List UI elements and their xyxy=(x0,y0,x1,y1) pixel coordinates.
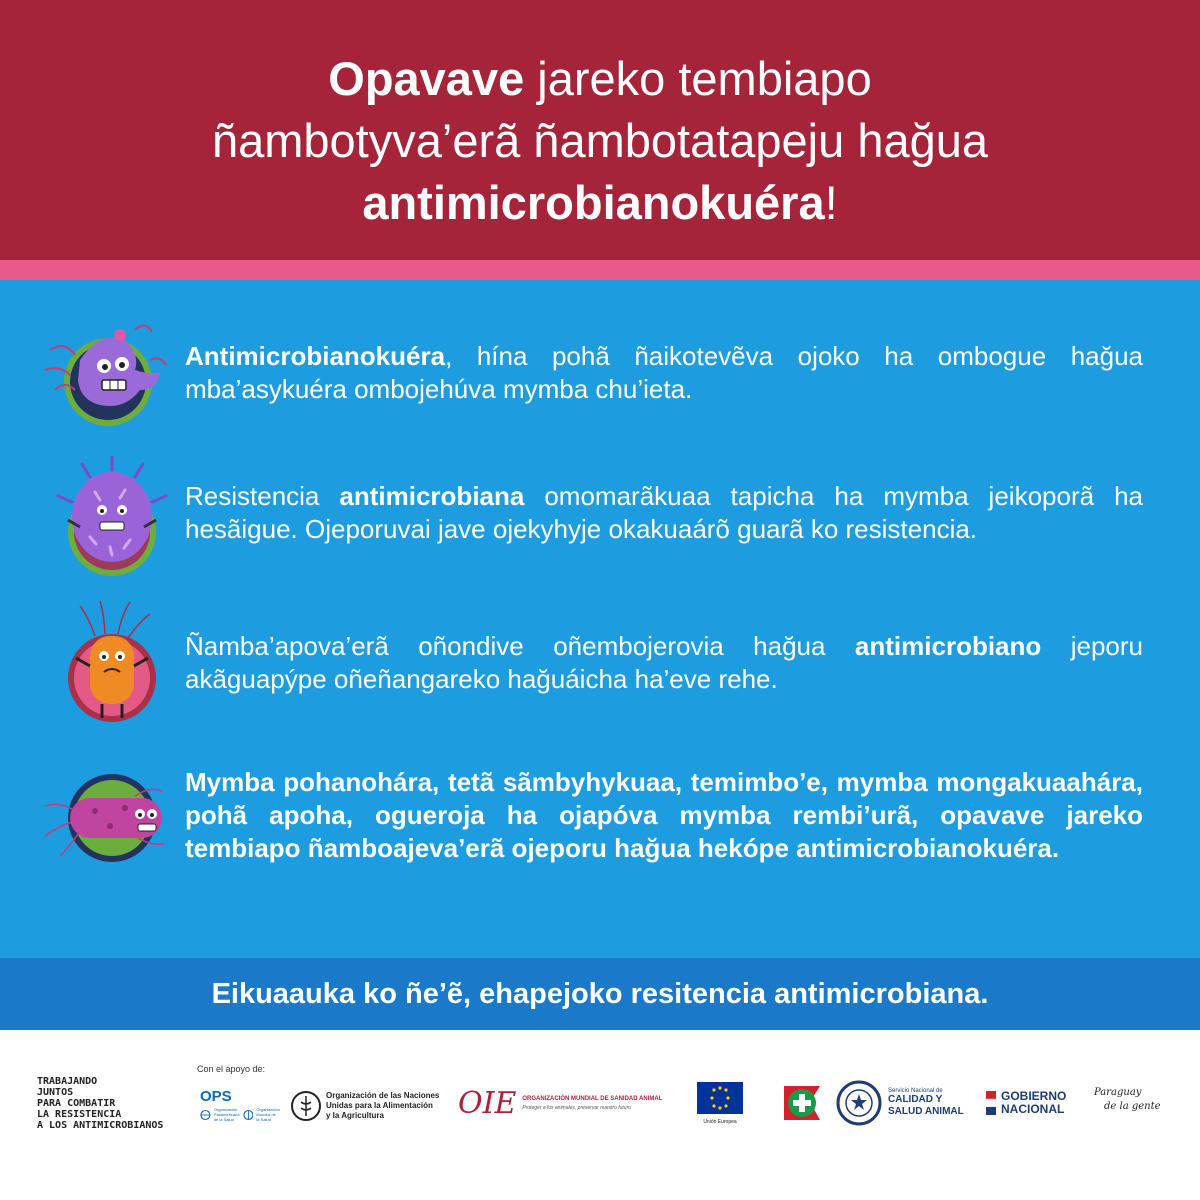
info-bold-2: antimicrobiana xyxy=(339,481,525,511)
globe-icon xyxy=(200,1109,211,1121)
info-lead-3: Ñamba’apova’erã oñondive oñembojerovia hağua xyxy=(185,631,855,661)
paraguay-line: de la gente xyxy=(1104,1101,1161,1112)
paraguay-line: Paraguay xyxy=(1094,1087,1142,1098)
accent-strip xyxy=(0,260,1200,280)
eu-flag-icon xyxy=(697,1082,743,1114)
senacsa-line: CALIDAD Y xyxy=(888,1094,943,1105)
ops-logo xyxy=(200,1088,280,1122)
paraguay-logo xyxy=(1094,1086,1161,1114)
campaign-line: A LOS ANTIMICROBIANOS xyxy=(37,1120,164,1131)
call-to-action-band xyxy=(0,958,1200,1030)
info-rest-3: jeporu akãguapýpe oñeñangareko hağuáicha ha’eve rehe. xyxy=(185,631,1143,694)
oie-tagline: Proteger a los animales, preservar nuestro futuro xyxy=(522,1105,632,1111)
info-text-3 xyxy=(185,630,1143,696)
oie-mark: OIE xyxy=(458,1086,517,1121)
oie-logo xyxy=(458,1086,662,1121)
gobierno-line: GOBIERNO xyxy=(1001,1089,1067,1103)
oie-name: ORGANIZACIÓN MUNDIAL DE SANIDAD ANIMAL xyxy=(522,1096,663,1102)
campaign-line: PARA COMBATIR xyxy=(37,1098,116,1109)
campaign-line: LA RESISTENCIA xyxy=(37,1109,122,1120)
ops-mark: OPS xyxy=(200,1088,232,1105)
fao-line: y la Agricultura xyxy=(326,1111,384,1120)
title-text-3: ! xyxy=(824,176,838,229)
pink-microbe-icon xyxy=(40,756,170,876)
info-text-4: Mymba pohanohára, tetã sãmbyhykuaa, temimbo’e, mymba mongakuaahára, pohã apoha, ogueroja ha ojapóva mymba rembi’urã, opavave jareko tembiapo ñamboajeva’erã ojeporu hağua hekópe antimicrobianokuéra. xyxy=(185,767,1143,863)
orange-microbe-icon xyxy=(40,596,170,726)
campaign-logo xyxy=(37,1076,163,1131)
info-rest-1: , hína pohã ñaikotevẽva ojoko ha ombogue hağua mba’asykuéra ombojehúva mymba chu’ieta. xyxy=(185,341,1143,404)
globe-icon xyxy=(243,1109,254,1121)
title-text-1: jareko tembiapo xyxy=(524,52,872,105)
gobierno-line: NACIONAL xyxy=(1001,1102,1065,1116)
purple-microbe-icon xyxy=(40,310,170,430)
info-text-1 xyxy=(185,340,1143,406)
fao-line: Organización de las Naciones xyxy=(326,1091,440,1100)
info-bold-3: antimicrobiano xyxy=(854,631,1042,661)
campaign-line: TRABAJANDO xyxy=(37,1076,98,1087)
main-content xyxy=(0,280,1200,958)
header-banner xyxy=(0,0,1200,260)
fao-line: Unidas para la Alimentación xyxy=(326,1101,433,1110)
title-text-2: ñambotyva’erã ñambotatapeju hağua xyxy=(211,114,989,167)
info-bold-1: Antimicrobianokuéra xyxy=(185,341,446,371)
gobierno-logo xyxy=(986,1090,1066,1116)
page-title xyxy=(40,48,1160,234)
campaign-line: JUNTOS xyxy=(37,1087,74,1098)
info-rest-2: omomarãkuaa tapicha ha mymba jeikoporã ha hesãigue. Ojeporuvai jave ojekyhyje okakuaárõ guarã ko resistencia. xyxy=(185,481,1143,544)
eu-label: Unión Europea xyxy=(703,1119,737,1125)
ops-small-1: Organización Panamericana de la Salud xyxy=(213,1107,240,1122)
eu-logo xyxy=(697,1082,743,1125)
support-label: Con el apoyo de: xyxy=(197,1064,266,1074)
national-seal-icon xyxy=(836,1080,882,1126)
flag-bar-icon xyxy=(986,1091,996,1115)
call-to-action-text: Eikuaauka ko ñe’ẽ, ehapejoko resitencia antimicrobiana. xyxy=(211,978,989,1010)
health-cross-icon xyxy=(780,1082,826,1124)
info-text-2 xyxy=(185,480,1143,546)
senacsa-logo xyxy=(888,1088,964,1118)
ops-small-2: Organización Mundial de la Salud xyxy=(256,1107,280,1122)
senacsa-small: Servicio Nacional de xyxy=(888,1088,943,1094)
title-bold-3: antimicrobianokuéra xyxy=(362,176,825,229)
virus-microbe-icon xyxy=(40,452,170,582)
fao-logo xyxy=(290,1090,439,1122)
title-bold-1: Opavave xyxy=(328,52,525,105)
info-lead-2: Resistencia xyxy=(185,481,340,511)
senacsa-line: SALUD ANIMAL xyxy=(888,1106,964,1117)
sponsor-logos xyxy=(0,1030,1200,1200)
fao-emblem-icon xyxy=(290,1090,322,1122)
